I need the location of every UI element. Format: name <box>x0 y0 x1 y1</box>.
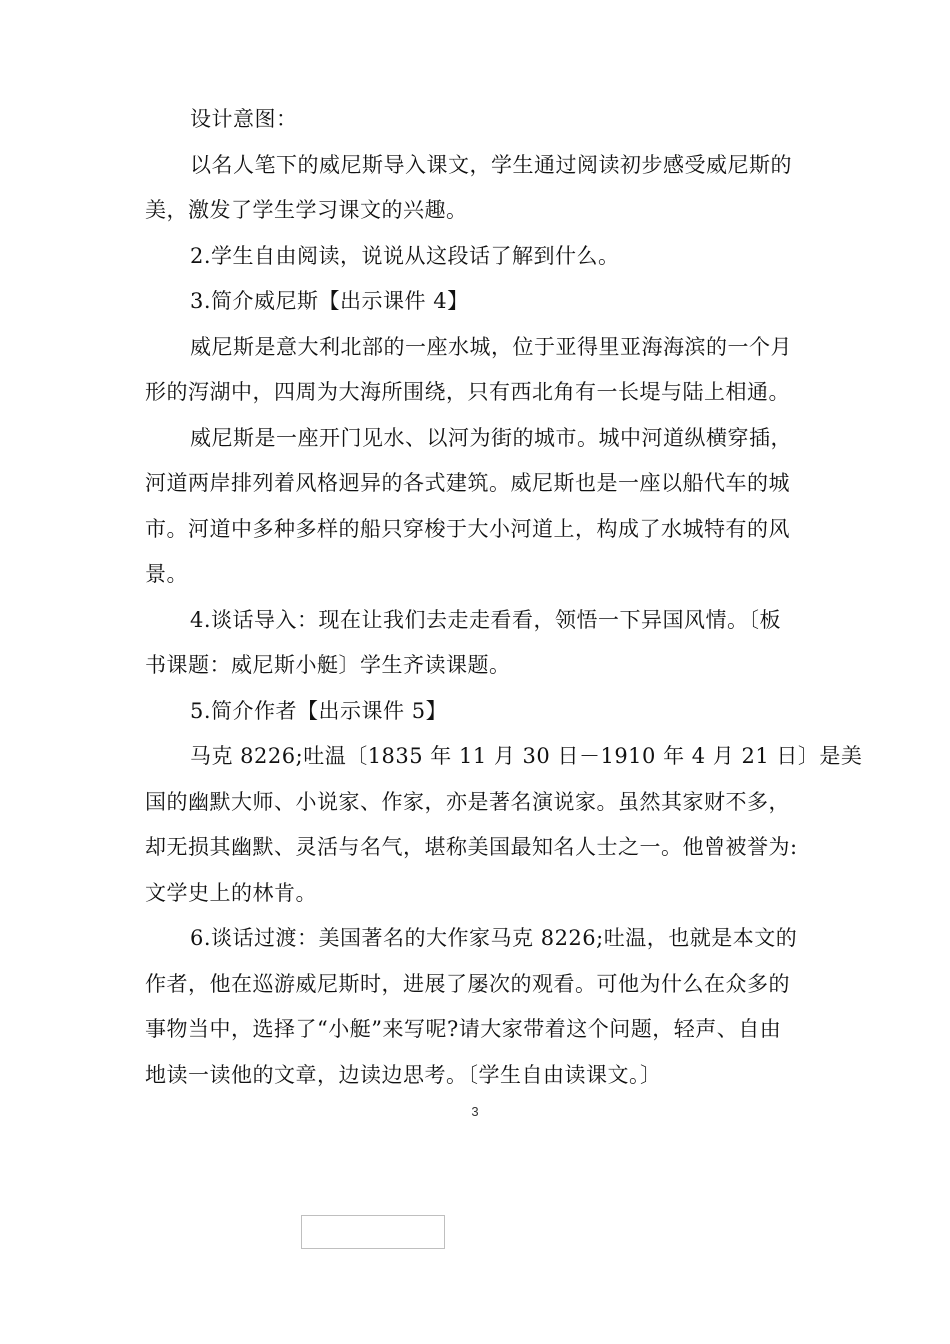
text-line: 美，激发了学生学习课文的兴趣。 <box>145 198 468 222</box>
text-line: 4.谈话导入：现在让我们去走走看看，领悟一下异国风情。〔板 <box>190 608 782 632</box>
text-line: 威尼斯是一座开门见水、以河为街的城市。城中河道纵横穿插， <box>190 426 792 450</box>
text-line: 事物当中，选择了“小艇”来写呢?请大家带着这个问题，轻声、自由 <box>145 1017 782 1041</box>
text-line: 3.简介威尼斯【出示课件 4】 <box>190 289 469 313</box>
text-line: 马克 8226;吐温〔1835 年 11 月 30 日－1910 年 4 月 21 日〕是美 <box>190 744 863 768</box>
text-line: 景。 <box>145 562 188 586</box>
empty-box <box>301 1215 445 1249</box>
text-line: 2.学生自由阅读，说说从这段话了解到什么。 <box>190 244 620 268</box>
text-line: 威尼斯是意大利北部的一座水城，位于亚得里亚海海滨的一个月 <box>190 335 792 359</box>
text-line: 文学史上的林肯。 <box>145 881 317 905</box>
text-line: 地读一读他的文章，边读边思考。〔学生自由读课文。〕 <box>145 1063 662 1087</box>
text-line: 形的泻湖中，四周为大海所围绕，只有西北角有一长堤与陆上相通。 <box>145 380 790 404</box>
text-line: 书课题：威尼斯小艇〕学生齐读课题。 <box>145 653 511 677</box>
text-line: 市。河道中多种多样的船只穿梭于大小河道上，构成了水城特有的风 <box>145 517 790 541</box>
text-line: 作者，他在巡游威尼斯时，进展了屡次的观看。可他为什么在众多的 <box>145 972 790 996</box>
text-line: 却无损其幽默、灵活与名气，堪称美国最知名人士之一。他曾被誉为: <box>145 835 798 859</box>
text-line: 以名人笔下的威尼斯导入课文，学生通过阅读初步感受威尼斯的 <box>190 153 792 177</box>
text-line: 国的幽默大师、小说家、作家，亦是著名演说家。虽然其家财不多， <box>145 790 790 814</box>
page-number: 3 <box>471 1104 479 1119</box>
text-line: 6.谈话过渡：美国著名的大作家马克 8226;吐温，也就是本文的 <box>190 926 798 950</box>
text-line: 设计意图： <box>190 107 298 131</box>
text-line: 5.简介作者【出示课件 5】 <box>190 699 448 723</box>
text-line: 河道两岸排列着风格迥异的各式建筑。威尼斯也是一座以船代车的城 <box>145 471 790 495</box>
